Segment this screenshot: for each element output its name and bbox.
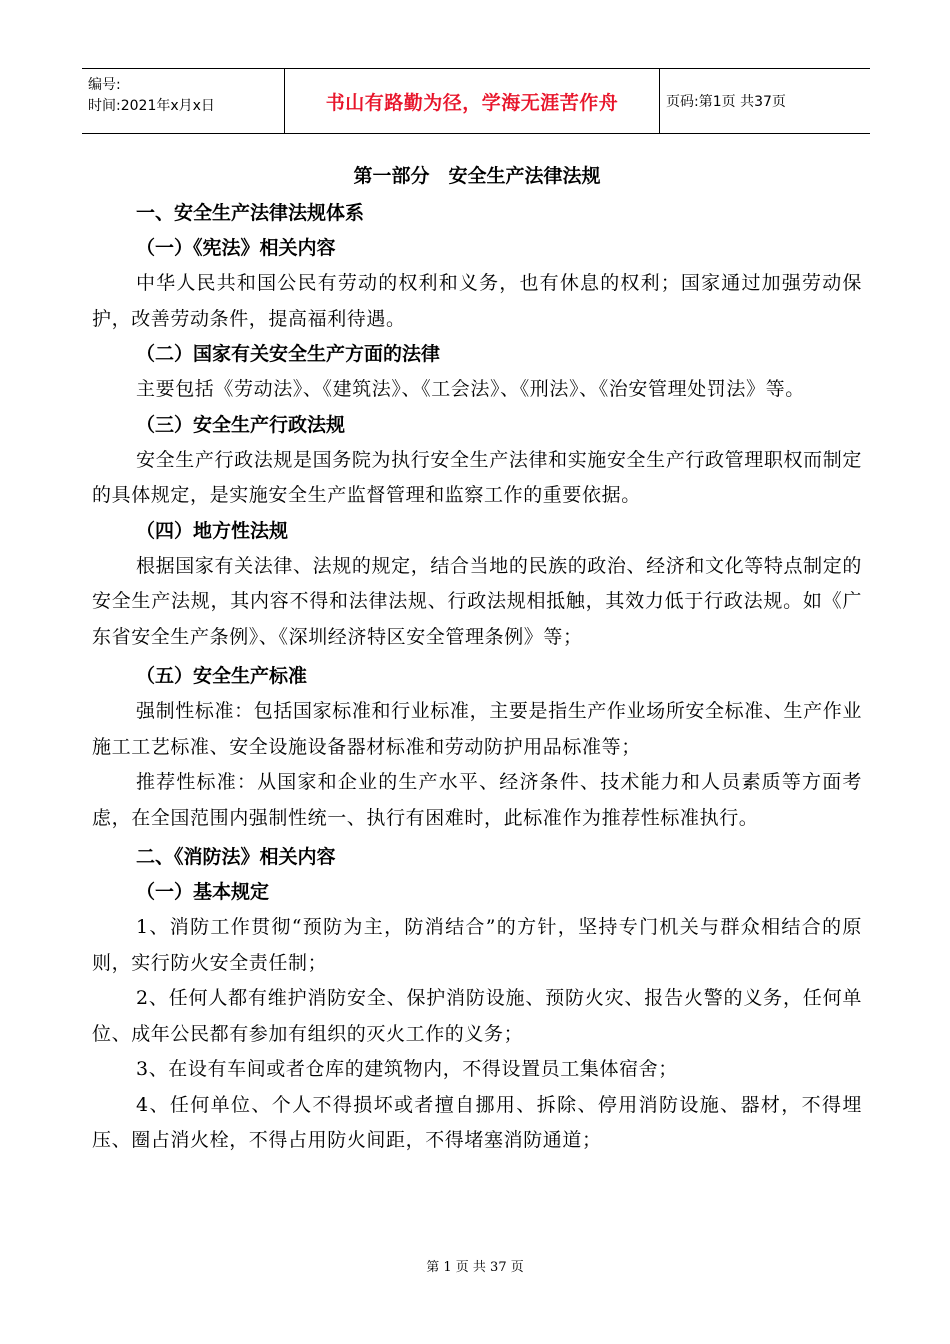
- paragraph: 强制性标准：包括国家标准和行业标准，主要是指生产作业场所安全标准、生产作业施工工艺标准、安全设施设备器材标准和劳动防护用品标准等；: [92, 700, 862, 758]
- section-heading: 一、安全生产法律法规体系: [136, 202, 365, 224]
- paragraph: 主要包括《劳动法》、《建筑法》、《工会法》、《刑法》、《治安管理处罚法》等。: [136, 378, 805, 400]
- paragraph: 4、任何单位、个人不得损坏或者擅自挪用、拆除、停用消防设施、器材，不得埋压、圈占消火栓，不得占用防火间距，不得堵塞消防通道；: [92, 1093, 862, 1151]
- time-label: 时间:2021年x月x日: [88, 98, 215, 114]
- paragraph: 根据国家有关法律、法规的规定，结合当地的民族的政治、经济和文化等特点制定的安全生产法规，其内容不得和法律法规、行政法规相抵触，其效力低于行政法规。如《广东省安全生产条例》、《深圳经济特区安全管理条例》等；: [92, 554, 862, 648]
- paragraph: 1、消防工作贯彻“预防为主，防消结合”的方针，坚持专门机关与群众相结合的原则，实行防火安全责任制；: [92, 916, 862, 974]
- subsection-heading: （四）地方性法规: [136, 519, 289, 542]
- subsection-heading: （三）安全生产行政法规: [136, 413, 346, 436]
- paragraph: 3、在设有车间或者仓库的建筑物内，不得设置员工集体宿舍；: [136, 1058, 678, 1080]
- subsection-heading: （二）国家有关安全生产方面的法律: [136, 343, 441, 365]
- header-motto-cell: [284, 69, 660, 133]
- paragraph: 中华人民共和国公民有劳动的权利和义务，也有休息的权利；国家通过加强劳动保护，改善劳动条件，提高福利待遇。: [92, 272, 862, 330]
- header-right-cell: [660, 69, 870, 133]
- paragraph: 推荐性标准：从国家和企业的生产水平、经济条件、技术能力和人员素质等方面考虑，在全国范围内强制性统一、执行有困难时，此标准作为推荐性标准执行。: [92, 771, 862, 829]
- section-heading: 二、《消防法》相关内容: [136, 846, 336, 868]
- subsection-heading: （一）《宪法》相关内容: [136, 237, 336, 259]
- subsection-heading: （一）基本规定: [136, 881, 270, 903]
- motto: 书山有路勤为径，学海无涯苦作舟: [325, 91, 619, 114]
- page-footer: 第 1 页 共 37 页: [426, 1260, 524, 1275]
- document-title: 第一部分 安全生产法律法规: [353, 165, 601, 187]
- page-header: [82, 68, 870, 134]
- page-info: 页码:第1页 共37页: [666, 94, 786, 110]
- document-body: [92, 160, 862, 1159]
- paragraph: 安全生产行政法规是国务院为执行安全生产法律和实施安全生产行政管理职权而制定的具体规定，是实施安全生产监督管理和监察工作的重要依据。: [92, 448, 862, 506]
- subsection-heading: （五）安全生产标准: [136, 665, 308, 687]
- header-left-cell: [82, 69, 284, 133]
- paragraph: 2、任何人都有维护消防安全、保护消防设施、预防火灾、报告火警的义务，任何单位、成年公民都有参加有组织的灭火工作的义务；: [92, 987, 862, 1045]
- number-label: 编号:: [88, 77, 121, 93]
